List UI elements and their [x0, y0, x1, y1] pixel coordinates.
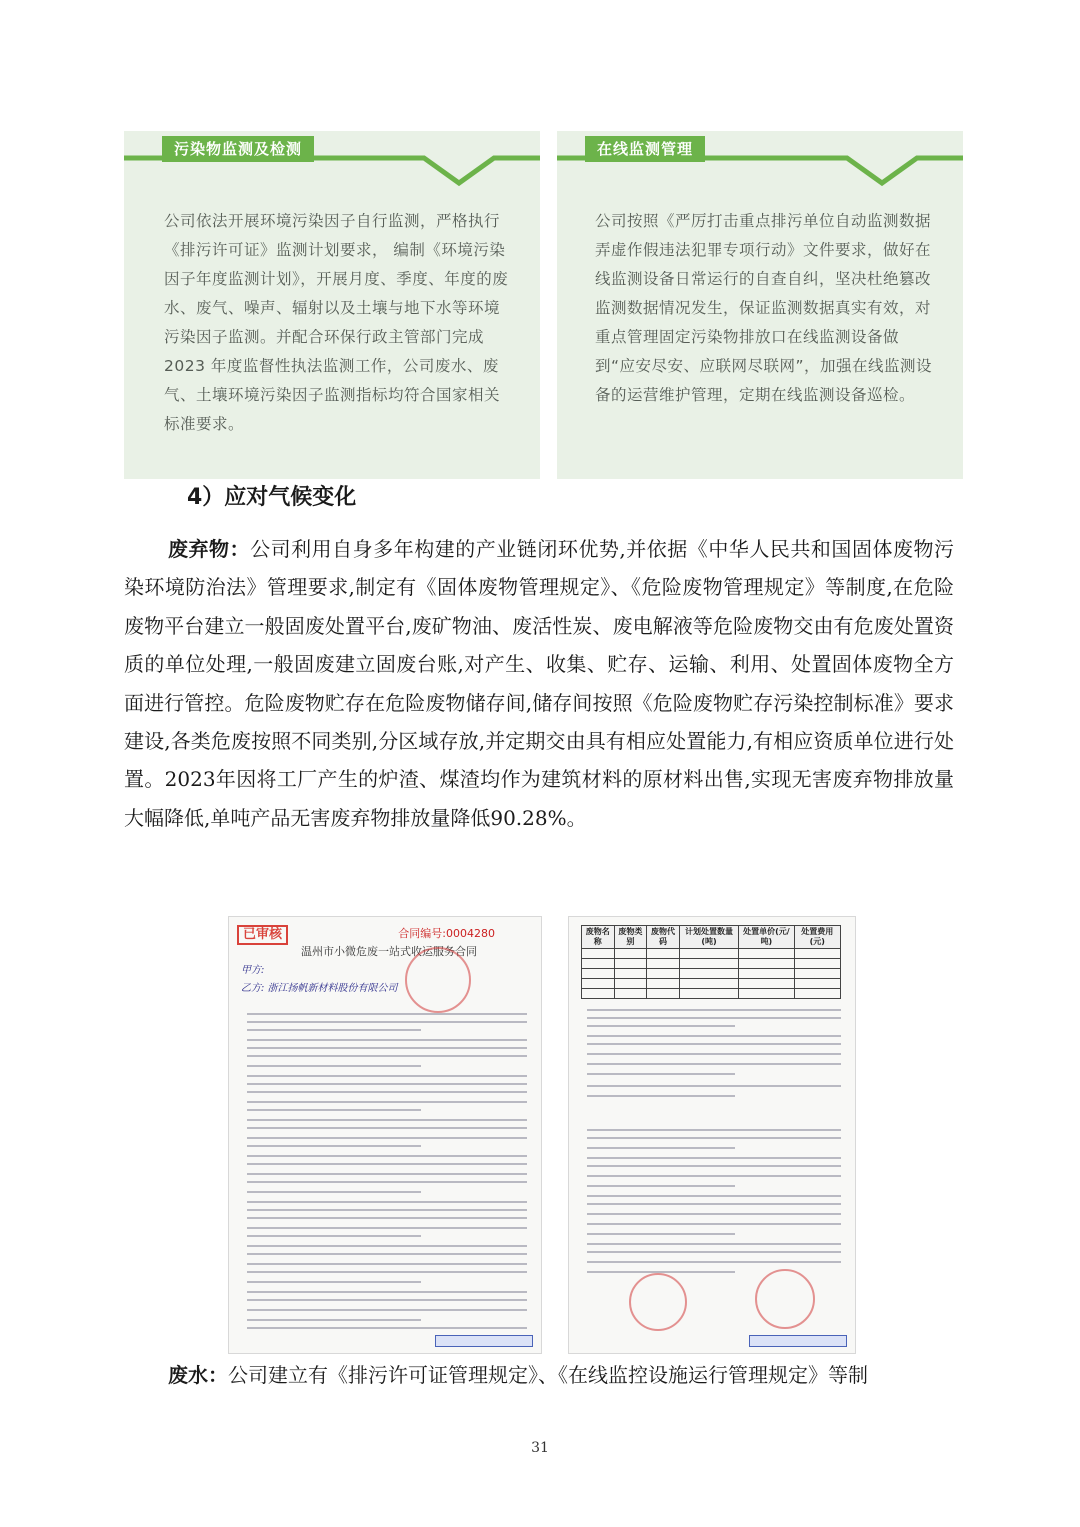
panel-text: 公司依法开展环境污染因子自行监测，严格执行《排污许可证》监测计划要求， 编制《环境污染因子年度监测计划》，开展月度、季度、年度的废水、废气、噪声、辐射以及土壤与地下水等环境污染因子监测。并配合环保行政主管部门完成 2023 年度监督性执法监测工作，公司废水、废气、土壤环境污染因子监测指标均符合国家相关标准要求。: [164, 212, 509, 433]
fee-table-cell: [647, 959, 680, 969]
fee-table-header-cell: 处置费用(元): [794, 926, 841, 949]
fee-table-cell: [739, 989, 794, 999]
fee-table-cell: [739, 979, 794, 989]
fee-table-header-cell: 废物类别: [614, 926, 647, 949]
fee-table-cell: [679, 959, 739, 969]
fee-table-cell: [582, 989, 615, 999]
fee-table-header-cell: 处置单价(元/吨): [739, 926, 794, 949]
contract-number: 合同编号:0004280: [398, 927, 495, 940]
fee-table-header-cell: 计划处置数量(吨): [679, 926, 739, 949]
panel-title: 污染物监测及检测: [162, 136, 314, 162]
online-monitoring-panel: [557, 131, 963, 479]
fee-table-cell: [614, 959, 647, 969]
fee-table-row: [582, 949, 841, 959]
fee-table-row: [582, 989, 841, 999]
panel-text: 公司按照《严厉打击重点排污单位自动监测数据弄虚作假违法犯罪专项行动》文件要求，做好在线监测设备日常运行的自查自纠，坚决杜绝篡改监测数据情况发生，保证监测数据真实有效，对重点管理固定污染物排放口在线监测设备做到“应安尽安、应联网尽联网”，加强在线监测设备的运营维护管理，定期在线监测设备巡检。: [595, 212, 933, 404]
fee-table-cell: [647, 979, 680, 989]
fee-table-cell: [614, 989, 647, 999]
fee-table-cell: [647, 989, 680, 999]
solid-waste-paragraph: [124, 530, 954, 837]
fee-table-cell: [794, 989, 841, 999]
party-a-seal: [629, 1273, 687, 1331]
fee-table-row: [582, 979, 841, 989]
fee-table-cell: [582, 949, 615, 959]
page-number: 31: [531, 1440, 549, 1456]
fee-table-cell: [614, 979, 647, 989]
fee-table-cell: [739, 949, 794, 959]
fee-table-cell: [739, 959, 794, 969]
fee-table-cell: [582, 969, 615, 979]
fee-table-cell: [582, 979, 615, 989]
paragraph-body: 公司建立有《排污许可证管理规定》、《在线监控设施运行管理规定》等制: [228, 1363, 868, 1387]
company-seal: [405, 947, 471, 1013]
fee-table-cell: [739, 969, 794, 979]
fee-table-cell: [647, 949, 680, 959]
fee-table-cell: [794, 949, 841, 959]
fee-table-cell: [679, 979, 739, 989]
contract-scan-page-2: [568, 916, 856, 1354]
fee-table-row: [582, 959, 841, 969]
footer-tag: [749, 1335, 847, 1347]
party-b-line: 乙方: 浙江扬帆新材料股份有限公司: [241, 983, 398, 994]
paragraph-lead: 废水：: [168, 1363, 228, 1387]
fee-table-header-cell: 废物名称: [582, 926, 615, 949]
fee-table-cell: [647, 969, 680, 979]
fee-table-cell: [679, 989, 739, 999]
fee-table-row: [582, 969, 841, 979]
party-a-line: 甲方:: [241, 965, 265, 976]
fee-table: [581, 925, 841, 999]
contract-scan-page-1: [228, 916, 542, 1354]
review-stamp: 已审核: [237, 925, 288, 945]
wastewater-paragraph: [124, 1356, 954, 1396]
section-heading: 4）应对气候变化: [187, 485, 357, 510]
fee-table-cell: [614, 949, 647, 959]
footer-tag: [435, 1335, 533, 1347]
fee-table-cell: [582, 959, 615, 969]
fee-table-header: [582, 926, 841, 949]
fee-table-cell: [794, 979, 841, 989]
contract-title: 温州市小微危废一站式收运服务合同: [301, 945, 477, 958]
panel-title: 在线监测管理: [585, 136, 705, 162]
fee-table-body: [582, 949, 841, 999]
fee-table-cell: [679, 969, 739, 979]
paragraph-lead: 废弃物：: [168, 537, 251, 561]
party-b-seal: [755, 1269, 815, 1329]
fee-table-cell: [679, 949, 739, 959]
fee-table-cell: [614, 969, 647, 979]
fee-table-cell: [794, 959, 841, 969]
fee-table-cell: [794, 969, 841, 979]
paragraph-body: 公司利用自身多年构建的产业链闭环优势,并依据《中华人民共和国固体废物污染环境防治法》管理要求,制定有《固体废物管理规定》、《危险废物管理规定》等制度,在危险废物平台建立一般固废处置平台,废矿物油、废活性炭、废电解液等危险废物交由有危废处置资质的单位处理,一般固废建立固废台账,对产生、收集、贮存、运输、利用、处置固体废物全方面进行管控。危险废物贮存在危险废物储存间,储存间按照《危险废物贮存污染控制标准》要求建设,各类危废按照不同类别,分区域存放,并定期交由具有相应处置能力,有相应资质单位进行处置。2023年因将工厂产生的炉渣、煤渣均作为建筑材料的原材料出售,实现无害废弃物排放量大幅降低,单吨产品无害废弃物排放量降低90.28%。: [124, 537, 955, 830]
fee-table-header-cell: 废物代码: [647, 926, 680, 949]
pollutant-monitoring-panel: [124, 131, 540, 479]
